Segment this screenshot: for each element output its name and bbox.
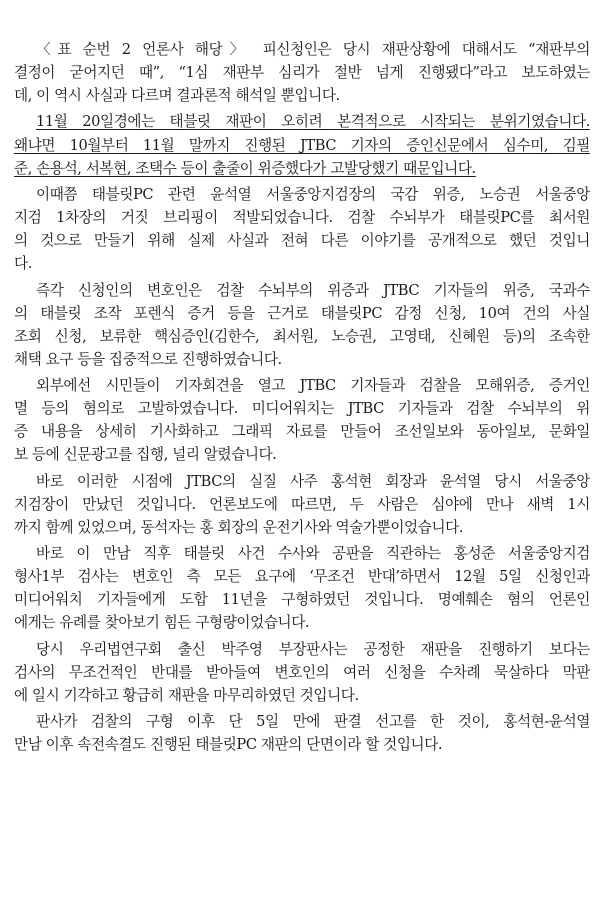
paragraph — [14, 374, 590, 466]
paragraph — [14, 279, 590, 371]
text-line: 만남 이후 속전속결도 진행된 태블릿PC 재판의 단면이라 할 것입니다. — [14, 736, 443, 754]
text-line: 지검장이 만났던 것입니다. 언론보도에 따르면, 두 사람은 심야에 만나 새벽 1시 — [14, 495, 590, 513]
text-line: 왜냐면 10월부터 11월 말까지 진행된 JTBC 기자의 증인신문에서 심수미, 김필 — [14, 136, 590, 154]
text-line: 조회 신청, 보류한 핵심증인(김한수, 최서원, 노승권, 고영태, 신혜원 등)의 조속한 — [14, 327, 590, 345]
paragraph — [14, 110, 590, 179]
text-line: 보 등에 신문광고를 집행, 널리 알렸습니다. — [14, 446, 277, 464]
document-body — [14, 38, 590, 760]
text-line: 미디어워치 기자들에게 도합 11년을 구형하였던 것입니다. 명예훼손 혐의 언론인 — [14, 591, 590, 609]
paragraph — [14, 710, 590, 756]
text-line: 형사1부 검사는 변호인 측 모든 요구에 ‘무조건 반대’하면서 12월 5일 신청인과 — [14, 568, 590, 586]
text-line: 이때쯤 태블릿PC 관련 윤석열 서울중앙지검장의 국감 위증, 노승권 서울중앙 — [36, 185, 590, 203]
text-line: 에게는 유례를 찾아보기 힘든 구형량이었습니다. — [14, 614, 310, 632]
text-line: 11월 20일경에는 태블릿 재판이 오히려 본격적으로 시작되는 분위기였습니다. — [36, 113, 590, 131]
text-line: 외부에선 시민들이 기자회견을 열고 JTBC 기자들과 검찰을 모해위증, 증거인 — [36, 377, 590, 395]
text-line: 데, 이 역시 사실과 다르며 결과론적 해석일 뿐입니다. — [14, 87, 340, 105]
text-line: 바로 이러한 시점에 JTBC의 실질 사주 홍석현 회장과 윤석열 당시 서울중앙 — [36, 472, 590, 490]
text-line: 의 태블릿 조작 포렌식 증거 등을 근거로 태블릿PC 감정 신청, 10여 건의 사실 — [14, 304, 590, 322]
paragraph — [14, 38, 590, 107]
text-line: 의 것으로 만들기 위해 실제 사실과 전혀 다른 이야기를 공개적으로 했던 것입니 — [14, 232, 590, 250]
paragraph — [14, 470, 590, 539]
text-line: 즉각 신청인의 변호인은 검찰 수뇌부의 위증과 JTBC 기자들의 위증, 국과수 — [36, 281, 590, 299]
text-line: 검사의 무조건적인 반대를 받아들여 변호인의 여러 신청을 수차례 묵살하다 막판 — [14, 663, 590, 681]
text-line: 다. — [14, 255, 32, 273]
text-line: 바로 이 만남 직후 태블릿 사건 수사와 공판을 직관하는 홍성준 서울중앙지검 — [36, 545, 590, 563]
text-line: 증 내용을 상세히 기사화하고 그래픽 자료를 만들어 조선일보와 동아일보, 문화일 — [14, 423, 590, 441]
paragraph — [14, 542, 590, 634]
text-line: 판사가 검찰의 구형 이후 단 5일 만에 판결 선고를 한 것이, 홍석현-윤석열 — [36, 713, 590, 731]
text-line: 결정이 굳어지던 때”, “1심 재판부 심리가 절반 넘게 진행됐다”라고 보도하였는 — [14, 64, 590, 82]
paragraph — [14, 183, 590, 275]
text-line: 〈표 순번 2 언론사 해당〉 피신청인은 당시 재판상황에 대해서도 “재판부의 — [36, 41, 590, 58]
paragraph — [14, 638, 590, 707]
text-line: 지검 1차장의 거짓 브리핑이 적발되었습니다. 검찰 수뇌부가 태블릿PC를 최서원 — [14, 209, 590, 227]
text-line: 채택 요구 등을 집중적으로 진행하였습니다. — [14, 350, 282, 368]
text-line: 까지 함께 있었으며, 동석자는 홍 회장의 운전기사와 역술가뿐이었습니다. — [14, 518, 464, 536]
text-line: 준, 손용석, 서복현, 조택수 등이 출줄이 위증했다가 고발당했기 때문입니다. — [14, 159, 476, 177]
text-line: 멸 등의 혐의로 고발하였습니다. 미디어워치는 JTBC 기자들과 검찰 수뇌부의 위 — [14, 400, 590, 418]
text-line: 당시 우리법연구회 출신 박주영 부장판사는 공정한 재판을 진행하기 보다는 — [36, 640, 590, 658]
text-line: 에 일시 기각하고 황급히 재판을 마무리하였던 것입니다. — [14, 686, 359, 704]
